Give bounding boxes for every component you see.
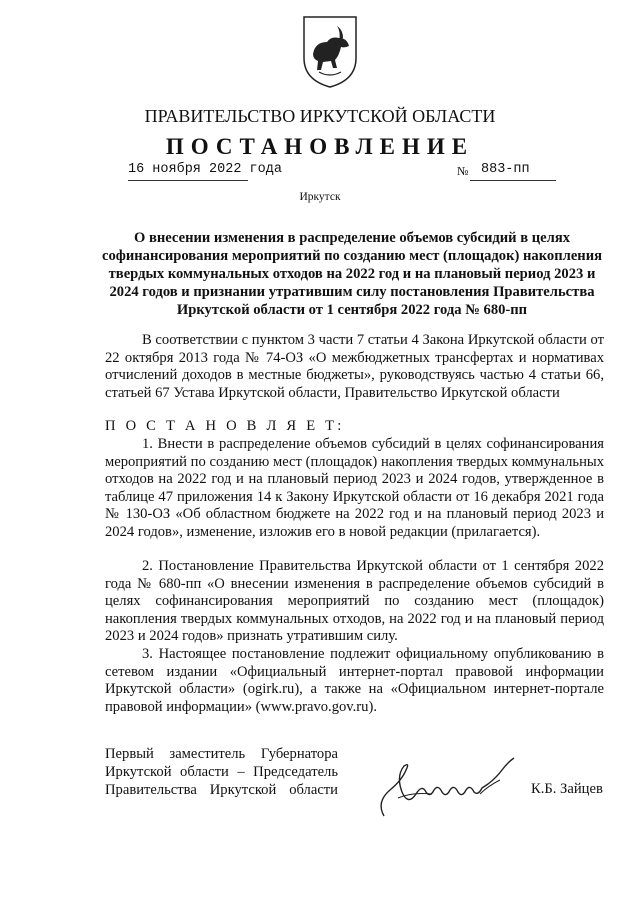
document-number: 883-пп (481, 162, 530, 177)
signatory-position (105, 745, 338, 799)
decree-item-1: 1. Внести в распределение объемов субсидий в целях софинансирования мероприятий по созданию мест (площадок) накопления твердых коммунальных отходов на 2022 год и на плановый период 2023 и 2024 годов, утвержденное в таблице 47 приложения 14 к Закону Иркутской области от 16 декабря 2021 года № 130-ОЗ «Об областном бюджете на 2022 год и на плановый период 2023 и 2024 годов», изменение, изложив его в новой редакции (прилагается). (105, 436, 604, 540)
signatory-name: К.Б. Зайцев (531, 781, 603, 797)
handwritten-signature (372, 740, 532, 830)
signatory-position-line-3: Правительства Иркутской области (105, 782, 338, 798)
preamble-paragraph: В соответствии с пунктом 3 части 7 статьи 4 Закона Иркутской области от 22 октября 2013 года № 74-ОЗ «О межбюджетных трансфертах и нормативах отчислений доходов в местные бюджеты», руководствуясь частью 4 статьи 66, статьей 67 Устава Иркутской области, Правительство Иркутской области (105, 332, 604, 401)
decree-word: П О С Т А Н О В Л Я Е Т: (105, 418, 345, 434)
number-underline (470, 180, 556, 181)
signatory-position-line-2: Иркутской области – Председатель (105, 764, 338, 780)
organization-name: ПРАВИТЕЛЬСТВО ИРКУТСКОЙ ОБЛАСТИ (144, 106, 496, 126)
number-sign: № (457, 164, 469, 178)
decree-item-3: 3. Настоящее постановление подлежит официальному опубликованию в сетевом издании «Официальный интернет-портал правовой информации Иркутской области» (ogirk.ru), а также на «Официальном интернет-портале правовой информации» (www.pravo.gov.ru). (105, 646, 604, 715)
signatory-position-line-1: Первый заместитель Губернатора (105, 746, 338, 762)
date-underline (128, 180, 248, 181)
coat-of-arms-icon (301, 14, 359, 90)
city: Иркутск (299, 191, 341, 203)
document-type: ПОСТАНОВЛЕНИЕ (165, 134, 475, 159)
document-title: О внесении изменения в распределение объемов субсидий в целях софинансирования мероприятий по созданию мест (площадок) накопления твердых коммунальных отходов на 2022 год и на плановый период 2023 и 2024 годов и признании утратившим силу постановления Правительства Иркутской области от 1 сентября 2022 года № 680-пп (101, 230, 603, 318)
document-date: 16 ноября 2022 года (128, 162, 282, 177)
decree-item-2: 2. Постановление Правительства Иркутской области от 1 сентября 2022 года № 680-пп «О внесении изменения в распределение объемов субсидий в целях софинансирования мероприятий по созданию мест (площадок) накопления твердых коммунальных отходов, на 2022 год и на плановый период 2023 и 2024 годов» признать утратившим силу. (105, 558, 604, 645)
